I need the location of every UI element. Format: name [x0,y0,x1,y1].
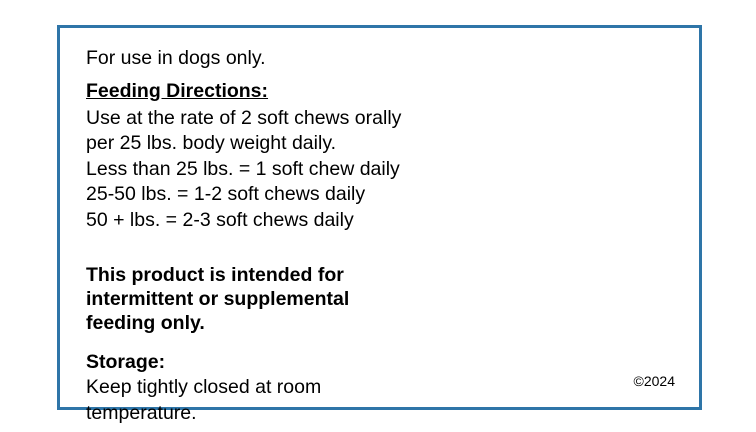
spacer [86,233,681,263]
storage-heading: Storage: [86,351,166,373]
storage-lines [86,375,681,426]
intermittent-line: This product is intended for [86,264,344,286]
feeding-line: 25-50 lbs. = 1-2 soft chews daily [86,183,366,205]
storage-line: temperature. [86,401,197,424]
storage-line: Keep tightly closed at room [86,376,322,398]
intermittent-feeding-statement [86,263,681,335]
intro-text: For use in dogs only. [86,47,266,69]
intermittent-line: feeding only. [86,312,205,334]
spacer [86,335,681,349]
intermittent-line: intermittent or supplemental [86,288,350,310]
feeding-line: per 25 lbs. body weight daily. [86,132,337,154]
label-content [86,46,681,424]
copyright-text: ©2024 [633,373,675,389]
feeding-line: 50 + lbs. = 2-3 soft chews daily [86,208,354,231]
product-label-card [57,25,702,424]
feeding-line: Less than 25 lbs. = 1 soft chew daily [86,157,400,180]
feeding-directions-lines [86,106,681,234]
feeding-directions-heading: Feeding Directions: [86,79,269,102]
feeding-line: Use at the rate of 2 soft chews orally [86,106,402,129]
